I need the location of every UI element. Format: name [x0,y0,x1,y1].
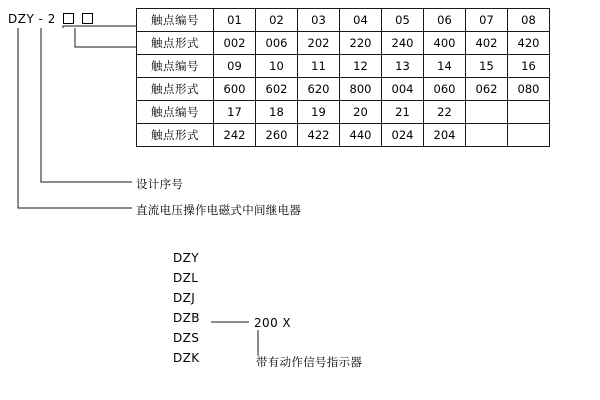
table-cell: 14 [424,55,466,78]
table-cell: 09 [214,55,256,78]
table-cell: 18 [256,101,298,124]
series-item: DZJ [173,291,196,305]
series-item: DZS [173,331,200,345]
table-cell: 03 [298,9,340,32]
series-item: DZY [173,251,199,265]
contact-table-wrapper [136,8,550,147]
table-cell: 004 [382,78,424,101]
table-row [137,32,550,55]
table-cell: 060 [424,78,466,101]
table-row [137,124,550,147]
row-header: 触点编号 [137,55,214,78]
model-code [8,12,93,26]
table-cell [466,101,508,124]
table-cell: 400 [424,32,466,55]
table-cell: 420 [508,32,550,55]
model-code-box-2 [82,13,93,24]
table-cell: 422 [298,124,340,147]
row-header: 触点编号 [137,101,214,124]
series-item: DZL [173,271,199,285]
table-cell: 600 [214,78,256,101]
table-cell [508,124,550,147]
table-cell: 080 [508,78,550,101]
table-row [137,9,550,32]
table-cell: 204 [424,124,466,147]
table-cell: 07 [466,9,508,32]
table-cell: 06 [424,9,466,32]
label-design-serial: 设计序号 [136,177,184,191]
table-cell [508,101,550,124]
table-cell: 11 [298,55,340,78]
table-cell: 024 [382,124,424,147]
series-item: DZB [173,311,200,325]
table-cell: 602 [256,78,298,101]
model-code-box-1 [63,13,74,24]
table-cell: 260 [256,124,298,147]
table-cell: 05 [382,9,424,32]
table-cell: 402 [466,32,508,55]
row-header: 触点形式 [137,32,214,55]
series-item: DZK [173,351,200,365]
table-cell: 800 [340,78,382,101]
series-suffix: 200 X [254,316,291,330]
table-cell: 620 [298,78,340,101]
series-list [173,248,200,368]
table-cell: 10 [256,55,298,78]
table-cell: 006 [256,32,298,55]
table-cell: 13 [382,55,424,78]
contact-table [136,8,550,147]
table-cell: 220 [340,32,382,55]
row-header: 触点形式 [137,124,214,147]
table-cell: 202 [298,32,340,55]
table-cell: 04 [340,9,382,32]
table-cell: 242 [214,124,256,147]
label-action-indicator: 带有动作信号指示器 [256,355,363,369]
table-row [137,101,550,124]
table-cell: 15 [466,55,508,78]
table-cell: 19 [298,101,340,124]
table-cell: 21 [382,101,424,124]
table-cell: 002 [214,32,256,55]
table-cell: 240 [382,32,424,55]
table-cell: 17 [214,101,256,124]
label-relay-description: 直流电压操作电磁式中间继电器 [136,203,302,217]
table-cell: 16 [508,55,550,78]
table-row [137,78,550,101]
table-cell: 12 [340,55,382,78]
table-cell: 440 [340,124,382,147]
table-cell: 22 [424,101,466,124]
row-header: 触点编号 [137,9,214,32]
model-code-prefix: DZY - 2 [8,12,56,26]
table-cell: 20 [340,101,382,124]
table-cell: 01 [214,9,256,32]
table-cell [466,124,508,147]
table-cell: 062 [466,78,508,101]
row-header: 触点形式 [137,78,214,101]
table-cell: 02 [256,9,298,32]
table-cell: 08 [508,9,550,32]
table-row [137,55,550,78]
